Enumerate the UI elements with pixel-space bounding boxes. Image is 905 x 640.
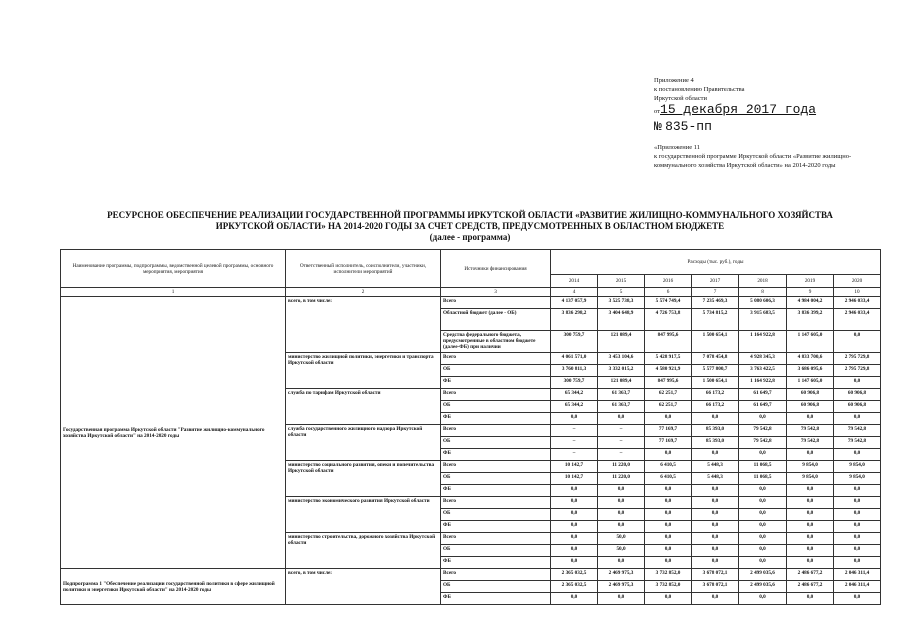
value-cell: 0,0 [739, 485, 787, 497]
col-number: 7 [692, 288, 739, 297]
value-cell: 9 854,0 [787, 461, 834, 473]
source-cell: ФБ [441, 413, 551, 425]
value-cell: 50,0 [598, 533, 645, 545]
value-cell: 3 525 738,3 [598, 297, 645, 309]
value-cell: 0,0 [787, 485, 834, 497]
value-cell: 0,0 [692, 593, 739, 605]
value-cell: 3 404 648,9 [598, 309, 645, 331]
value-cell: 4 928 345,3 [739, 353, 787, 365]
executor-cell: министерство экономического развития Иркутской области [286, 497, 441, 533]
value-cell: 4 726 753,8 [645, 309, 692, 331]
value-cell: 2 499 035,6 [739, 569, 787, 581]
value-cell: 62 251,7 [645, 389, 692, 401]
value-cell: 0,0 [834, 521, 881, 533]
value-cell: 0,0 [834, 413, 881, 425]
value-cell: 0,0 [739, 509, 787, 521]
value-cell: 66 173,2 [692, 401, 739, 413]
col-number: 6 [645, 288, 692, 297]
value-cell: 65 344,2 [551, 401, 598, 413]
value-cell: 85 393,0 [692, 437, 739, 449]
source-cell: ФБ [441, 377, 551, 389]
value-cell: 5 448,3 [692, 473, 739, 485]
executor-cell: всего, в том числе: [286, 297, 441, 353]
head-col3: Источники финансирования [441, 250, 551, 288]
value-cell: 3 453 104,6 [598, 353, 645, 365]
value-cell: 0,0 [834, 331, 881, 353]
value-cell: 79 542,8 [739, 437, 787, 449]
program-name-cell: Подпрограмма 1 "Обеспечение реализации государственной политики в сфере жилищной политики и энергетики Иркутской области" на 2014-2020 годы [61, 569, 286, 605]
appendix-date: от15 декабря 2017 года [654, 102, 817, 117]
value-cell: 0,0 [645, 545, 692, 557]
value-cell: 79 542,8 [834, 437, 881, 449]
value-cell: 0,0 [551, 533, 598, 545]
source-cell: Всего [441, 353, 551, 365]
value-cell: 0,0 [787, 521, 834, 533]
appendix-block [654, 76, 816, 134]
value-cell: 5 080 606,3 [739, 297, 787, 309]
executor-cell: служба по тарифам Иркутской области [286, 389, 441, 425]
value-cell: 0,0 [551, 521, 598, 533]
value-cell: 0,0 [834, 509, 881, 521]
value-cell: 1 164 922,8 [739, 377, 787, 389]
executor-cell: министерство жилищной политики, энергетики и транспорта Иркутской области [286, 353, 441, 389]
col-number: 2 [286, 288, 441, 297]
value-cell: 3 836 399,2 [787, 309, 834, 331]
value-cell: 0,0 [551, 497, 598, 509]
program-name-cell: Государственная программа Иркутской области "Развитие жилищно-коммунального хозяйства Иркутской области" на 2014-2020 годы [61, 297, 286, 569]
value-cell: 60 906,8 [787, 401, 834, 413]
source-cell: ОБ [441, 581, 551, 593]
col-number: 1 [61, 288, 286, 297]
value-cell: 0,0 [692, 545, 739, 557]
source-cell: Всего [441, 297, 551, 309]
value-cell: 62 251,7 [645, 401, 692, 413]
source-cell: ОБ [441, 365, 551, 377]
value-cell: 4 984 004,2 [787, 297, 834, 309]
value-cell: 0,0 [551, 545, 598, 557]
value-cell: 300 759,7 [551, 377, 598, 389]
value-cell: 5 577 800,7 [692, 365, 739, 377]
value-cell: – [551, 449, 598, 461]
value-cell: 0,0 [787, 497, 834, 509]
value-cell: 61 649,7 [739, 389, 787, 401]
value-cell: 0,0 [692, 497, 739, 509]
source-cell: Всего [441, 389, 551, 401]
value-cell: 11 220,0 [598, 461, 645, 473]
value-cell: 3 732 852,0 [645, 581, 692, 593]
value-cell: 0,0 [598, 413, 645, 425]
source-cell: ФБ [441, 449, 551, 461]
value-cell: 79 542,8 [739, 425, 787, 437]
value-cell: 0,0 [692, 521, 739, 533]
source-cell: ФБ [441, 593, 551, 605]
value-cell: 0,0 [787, 545, 834, 557]
value-cell: 6 410,5 [645, 461, 692, 473]
value-cell: 0,0 [834, 545, 881, 557]
value-cell: 0,0 [645, 593, 692, 605]
value-cell: – [598, 437, 645, 449]
value-cell: 0,0 [739, 533, 787, 545]
value-cell: 9 854,0 [834, 473, 881, 485]
value-cell: 0,0 [692, 557, 739, 569]
appendix-line: Приложение 4 [654, 77, 694, 84]
value-cell: 0,0 [787, 509, 834, 521]
value-cell: 2 486 677,2 [787, 581, 834, 593]
resource-table [60, 249, 881, 605]
head-col2: Ответственный исполнитель, соисполнители, участники, исполнители мероприятий [286, 250, 441, 288]
value-cell: 1 147 605,0 [787, 331, 834, 353]
value-cell: 3 760 811,3 [551, 365, 598, 377]
year-cell: 2016 [645, 275, 692, 288]
value-cell: 0,0 [787, 413, 834, 425]
value-cell: 0,0 [834, 533, 881, 545]
value-cell: 0,0 [645, 497, 692, 509]
year-cell: 2017 [692, 275, 739, 288]
year-cell: 2020 [834, 275, 881, 288]
value-cell: 4 137 057,9 [551, 297, 598, 309]
source-cell: Всего [441, 497, 551, 509]
value-cell: 3 915 683,5 [739, 309, 787, 331]
value-cell: 0,0 [551, 509, 598, 521]
value-cell: 5 448,3 [692, 461, 739, 473]
value-cell: 2 046 311,4 [834, 581, 881, 593]
value-cell: 60 906,8 [787, 389, 834, 401]
col-number: 10 [834, 288, 881, 297]
source-cell: ОБ [441, 401, 551, 413]
value-cell: 0,0 [787, 593, 834, 605]
appendix2-line: «Приложение 11 [654, 144, 701, 151]
value-cell: 3 678 072,1 [692, 569, 739, 581]
executor-cell: министерство социального развития, опеки и попечительства Иркутской области [286, 461, 441, 497]
value-cell: 2 365 032,5 [551, 581, 598, 593]
value-cell: 2 365 032,5 [551, 569, 598, 581]
value-cell: 1 164 922,8 [739, 331, 787, 353]
value-cell: 1 147 605,0 [787, 377, 834, 389]
source-cell: Всего [441, 461, 551, 473]
value-cell: 7 078 454,8 [692, 353, 739, 365]
value-cell: 79 542,8 [787, 437, 834, 449]
value-cell: 85 393,0 [692, 425, 739, 437]
table-row [61, 297, 881, 309]
source-cell: ФБ [441, 521, 551, 533]
value-cell: – [551, 437, 598, 449]
value-cell: 11 220,0 [598, 473, 645, 485]
value-cell: 0,0 [692, 449, 739, 461]
value-cell: 0,0 [692, 509, 739, 521]
value-cell: 3 732 852,0 [645, 569, 692, 581]
value-cell: 3 836 298,2 [551, 309, 598, 331]
appendix-number-value: 835-пп [665, 119, 712, 134]
value-cell: 79 542,8 [834, 425, 881, 437]
value-cell: 0,0 [645, 521, 692, 533]
value-cell: 11 068,5 [739, 461, 787, 473]
value-cell: 0,0 [787, 449, 834, 461]
source-cell: ФБ [441, 557, 551, 569]
value-cell: 5 734 815,2 [692, 309, 739, 331]
value-cell: 0,0 [787, 557, 834, 569]
source-cell: ФБ [441, 485, 551, 497]
value-cell: 0,0 [598, 557, 645, 569]
value-cell: 0,0 [787, 533, 834, 545]
year-cell: 2014 [551, 275, 598, 288]
value-cell: 65 344,2 [551, 389, 598, 401]
value-cell: 0,0 [692, 485, 739, 497]
value-cell: 3 332 015,2 [598, 365, 645, 377]
value-cell: 4 833 700,6 [787, 353, 834, 365]
value-cell: 0,0 [739, 593, 787, 605]
value-cell: 0,0 [598, 485, 645, 497]
value-cell: – [598, 425, 645, 437]
value-cell: 847 995,6 [645, 331, 692, 353]
source-cell: Всего [441, 569, 551, 581]
source-cell: Всего [441, 425, 551, 437]
value-cell: 0,0 [692, 413, 739, 425]
value-cell: 0,0 [551, 593, 598, 605]
value-cell: 0,0 [834, 485, 881, 497]
value-cell: 4 580 921,9 [645, 365, 692, 377]
value-cell: 10 142,7 [551, 473, 598, 485]
value-cell: 3 678 072,1 [692, 581, 739, 593]
value-cell: 0,0 [645, 485, 692, 497]
value-cell: 2 046 311,4 [834, 569, 881, 581]
value-cell: 0,0 [739, 449, 787, 461]
value-cell: 0,0 [834, 449, 881, 461]
value-cell: 2 499 035,6 [739, 581, 787, 593]
value-cell: 10 142,7 [551, 461, 598, 473]
value-cell: 2 795 729,8 [834, 365, 881, 377]
col-number: 4 [551, 288, 598, 297]
value-cell: 0,0 [645, 509, 692, 521]
value-cell: 0,0 [739, 545, 787, 557]
value-cell: 847 995,6 [645, 377, 692, 389]
value-cell: 5 574 749,4 [645, 297, 692, 309]
value-cell: 0,0 [645, 449, 692, 461]
value-cell: 66 173,2 [692, 389, 739, 401]
value-cell: 60 906,8 [834, 401, 881, 413]
value-cell: 0,0 [598, 521, 645, 533]
value-cell: 2 486 677,2 [787, 569, 834, 581]
value-cell: 79 542,8 [787, 425, 834, 437]
value-cell: 121 089,4 [598, 377, 645, 389]
source-cell: Всего [441, 533, 551, 545]
value-cell: 61 363,7 [598, 389, 645, 401]
value-cell: 0,0 [598, 497, 645, 509]
value-cell: 0,0 [739, 521, 787, 533]
value-cell: 9 854,0 [787, 473, 834, 485]
head-col1: Наименование программы, подпрограммы, ведомственной целевой программы, основного мероприятия, мероприятия [61, 250, 286, 288]
value-cell: 77 169,7 [645, 437, 692, 449]
col-number: 3 [441, 288, 551, 297]
value-cell: 0,0 [739, 557, 787, 569]
source-cell: Средства федерального бюджета, предусмотренные в областном бюджете (далее-ФБ) при наличии [441, 331, 551, 353]
value-cell: 60 906,8 [834, 389, 881, 401]
value-cell: 61 649,7 [739, 401, 787, 413]
value-cell: 2 469 975,3 [598, 569, 645, 581]
value-cell: 2 946 033,4 [834, 297, 881, 309]
col-number: 5 [598, 288, 645, 297]
source-cell: ОБ [441, 545, 551, 557]
value-cell: 6 410,5 [645, 473, 692, 485]
value-cell: 2 946 033,4 [834, 309, 881, 331]
source-cell: ОБ [441, 509, 551, 521]
appendix-line: Иркутской области [654, 95, 707, 102]
appendix-number: № 835-пп [654, 119, 712, 134]
value-cell: 0,0 [834, 593, 881, 605]
value-cell: 77 169,7 [645, 425, 692, 437]
value-cell: 2 795 729,8 [834, 353, 881, 365]
value-cell: 0,0 [551, 413, 598, 425]
appendix-date-value: 15 декабря 2017 года [660, 102, 817, 117]
value-cell: 0,0 [645, 413, 692, 425]
value-cell: 4 061 571,0 [551, 353, 598, 365]
value-cell: 5 428 917,5 [645, 353, 692, 365]
source-cell: ОБ [441, 437, 551, 449]
executor-cell: служба государственного жилищного надзора Иркутской области [286, 425, 441, 461]
value-cell: – [551, 425, 598, 437]
appendix-line: к постановлению Правительства [654, 86, 745, 93]
value-cell: 11 068,5 [739, 473, 787, 485]
value-cell: 1 500 654,1 [692, 331, 739, 353]
value-cell: 0,0 [692, 533, 739, 545]
executor-cell: министерство строительства, дорожного хозяйства Иркутской области [286, 533, 441, 569]
value-cell: 61 363,7 [598, 401, 645, 413]
value-cell: 1 500 654,1 [692, 377, 739, 389]
value-cell: 0,0 [598, 509, 645, 521]
source-cell: ОБ [441, 473, 551, 485]
value-cell: 3 763 422,5 [739, 365, 787, 377]
year-cell: 2015 [598, 275, 645, 288]
value-cell: 0,0 [834, 557, 881, 569]
col-number: 8 [739, 288, 787, 297]
value-cell: 0,0 [739, 413, 787, 425]
value-cell: 0,0 [834, 377, 881, 389]
value-cell: 0,0 [834, 497, 881, 509]
value-cell: – [598, 449, 645, 461]
value-cell: 0,0 [551, 485, 598, 497]
year-cell: 2018 [739, 275, 787, 288]
col-number: 9 [787, 288, 834, 297]
value-cell: 300 759,7 [551, 331, 598, 353]
head-col4: Расходы (тыс. руб.), годы [551, 250, 881, 275]
table-row [61, 569, 881, 581]
value-cell: 3 686 095,6 [787, 365, 834, 377]
document-title: РЕСУРСНОЕ ОБЕСПЕЧЕНИЕ РЕАЛИЗАЦИИ ГОСУДАРСТВЕННОЙ ПРОГРАММЫ ИРКУТСКОЙ ОБЛАСТИ «РАЗВИТИЕ ЖИЛИЩНО-КОММУНАЛЬНОГО ХОЗЯЙСТВА ИРКУТСКОЙ ОБЛАСТИ» НА 2014-2020 ГОДЫ ЗА СЧЕТ СРЕДСТВ, ПРЕДУСМОТРЕННЫХ В ОБЛАСТНОМ БЮДЖЕТЕ (далее - программа) [107, 210, 833, 242]
appendix2-line: к государственной программе Иркутской области «Развитие жилищно-коммунального хозяйства Иркутской области» на 2014-2020 годы [654, 153, 852, 169]
value-cell: 0,0 [739, 497, 787, 509]
value-cell: 0,0 [645, 533, 692, 545]
appendix2-block [654, 143, 884, 170]
value-cell: 121 089,4 [598, 331, 645, 353]
value-cell: 2 469 975,3 [598, 581, 645, 593]
value-cell: 0,0 [645, 557, 692, 569]
value-cell: 7 235 469,3 [692, 297, 739, 309]
value-cell: 0,0 [598, 593, 645, 605]
value-cell: 0,0 [551, 557, 598, 569]
value-cell: 50,0 [598, 545, 645, 557]
year-cell: 2019 [787, 275, 834, 288]
value-cell: 9 854,0 [834, 461, 881, 473]
executor-cell: всего, в том числе: [286, 569, 441, 605]
source-cell: Областной бюджет (далее - ОБ) [441, 309, 551, 331]
